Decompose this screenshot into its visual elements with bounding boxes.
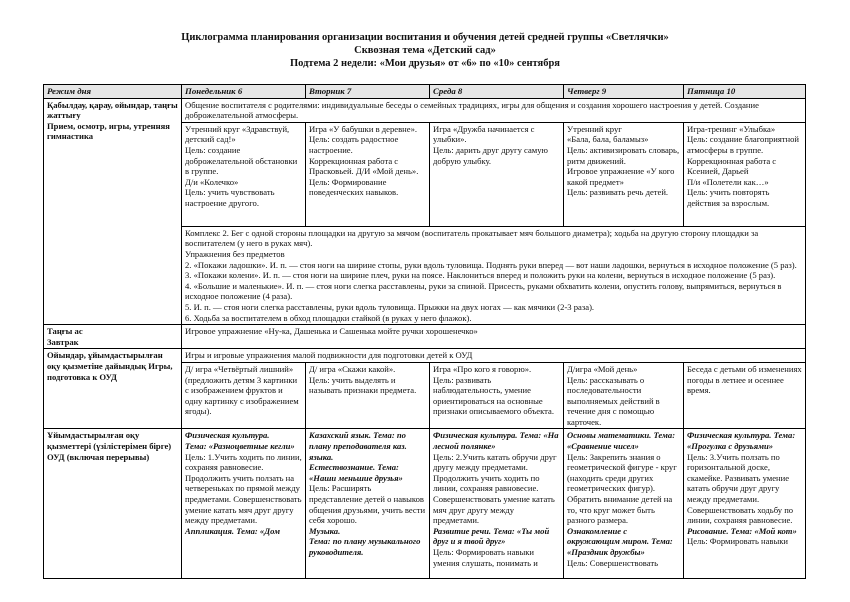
column-header: Вторник 7 <box>306 85 430 99</box>
cell-line: Цель: 1.Учить ходить по линии, сохраняя равновесие. Продолжить учить ползать на четвереньках по прямой между предметами. Совершенствовать умение катать мяч друг другу между предметами. <box>185 451 302 526</box>
cell-line: Коррекционная работа с Ксенией, Дарьей <box>687 155 777 177</box>
games-day-cell <box>430 362 564 429</box>
cell-line: Физическая культура. Тема: «На лесной полянке» <box>433 430 559 452</box>
reception-text: Общение воспитателя с родителями: индивидуальные беседы о семейных традициях, игры для общения и создания хорошего настроения у детей. Создание доброжелательной атмосферы. <box>182 98 806 122</box>
cell-line: Цель: создать радостное настроение. <box>309 134 399 155</box>
morning-day-cell <box>430 122 564 226</box>
cell-line: Цель: Закрепить знания о геометрической фигуре - круг (находить среди других геометрических фигур). Обратить внимание детей на то, что круг может быть разного размера. <box>567 451 677 526</box>
row-label-reception-kz: Қабылдау, қарау, ойындар, таңғы жаттығу <box>47 99 178 121</box>
cell-line: Д/и «Колечко» <box>185 176 239 187</box>
cell-line: Коррекционная работа с Прасковьей. Д/И «Мой день». <box>309 155 419 177</box>
games-common-text: Игры и игровые упражнения малой подвижности для подготовки детей к ОУД <box>182 349 806 363</box>
games-day-cell <box>564 362 684 429</box>
cell-line: Физическая культура. <box>185 430 270 441</box>
games-day-cell <box>306 362 430 429</box>
cell-line: Цель: 3.Учить ползать по горизонтальной доске, скамейке. Развивать умение катать обручи друг другу между предметами. Совершенствовать ходьбу по линии, сохраняя равновесие. <box>687 451 794 526</box>
cell-line: Цель: создание благоприятной атмосферы в группе. <box>687 134 800 155</box>
row-label-breakfast <box>44 325 182 349</box>
oud-day-cell <box>564 429 684 579</box>
cell-line: Цель: учить чувствовать настроение другого. <box>185 187 275 208</box>
cell-line: Цель: Формировать навыки умения слушать, понимать и <box>433 547 538 568</box>
cell-line: Цель: учить выделять и называть признаки предмета. <box>309 374 417 396</box>
table-row <box>44 98 806 122</box>
document-theme: Сквозная тема «Детский сад» <box>354 45 496 56</box>
cell-line: Тема: по плану музыкального руководителя. <box>309 536 421 557</box>
gymnastics-line: Упражнения без предметов <box>185 248 285 259</box>
cell-line: Беседа с детьми об изменениях погоды в летнее и осеннее время. <box>687 363 802 396</box>
column-header: Понедельник 6 <box>182 85 306 99</box>
cell-line: Утренний круг «Здравствуй, детский сад!» <box>185 123 290 145</box>
gymnastics-line: 4. «Большие и маленькие». И. п. — стоя ноги слегка расставлены, руки за спиной. Присесть, руками обхватить колени, опустить голову, выпрямиться, вернуться в исходное положение (4 раза). <box>185 280 782 302</box>
gymnastics-line: 6. Ходьба за воспитателем в обход площадки стайкой (в руках у него флажок). <box>185 312 472 323</box>
cell-line: Цель: Формирование поведенческих навыков. <box>309 176 399 198</box>
oud-day-cell <box>182 429 306 579</box>
gymnastics-cell <box>182 226 806 324</box>
cell-line: Развитие речи. Тема: «Ты мой друг и я твой друг» <box>433 525 550 547</box>
breakfast-label-kz: Таңғы ас <box>47 326 83 337</box>
cell-line: Основы математики. Тема: «Сравнение чисел» <box>567 430 676 452</box>
table-header-row <box>44 85 806 99</box>
gymnastics-line: 3. «Покажи колени». И. п. — стоя ноги на ширине плеч, руки на поясе. Наклониться вперед и положить руки на колени, вернуться в исходное положение (5 раз). <box>185 270 776 281</box>
cell-line: Цель: Совершенствовать <box>567 557 659 568</box>
games-day-cell <box>684 362 806 429</box>
cell-line: Рисование. Тема: «Мой кот» <box>687 525 797 536</box>
cell-line: Цель: дарить друг другу самую добрую улыбку. <box>433 144 548 166</box>
document-subtheme: Подтема 2 недели: «Мои друзья» от «6» по «10» сентября <box>289 58 560 69</box>
oud-day-cell <box>684 429 806 579</box>
cell-line: Физическая культура. Тема: «Прогулка с друзьями» <box>687 430 796 452</box>
breakfast-label-ru: Завтрак <box>47 336 79 347</box>
morning-day-cell <box>182 122 306 226</box>
cell-line: Утренний круг <box>567 123 622 134</box>
morning-day-cell <box>306 122 430 226</box>
morning-day-cell <box>564 122 684 226</box>
cell-line: Д/игра «Мой день» <box>567 363 638 374</box>
row-label-morning-ru: Прием, осмотр, игры, утренняя гимнастика <box>47 120 170 142</box>
cell-line: Цель: развивать наблюдательность, умение ориентироваться на основные признаки описываемого объекта. <box>433 374 554 417</box>
row-label-reception <box>44 98 182 325</box>
column-header: Пятница 10 <box>684 85 806 99</box>
row-label-games: Ойындар, ұйымдастырылған оқу қызметіне дайындық Игры, подготовка к ОУД <box>44 349 182 429</box>
gymnastics-line: 2. «Покажи ладошки». И. п. — стоя ноги на ширине стопы, руки вдоль туловища. Поднять руки вперед — вот наши ладошки, вернуться в исходное положение (5 раз). <box>185 259 797 270</box>
cell-line: Д/ игра «Скажи какой». <box>309 363 396 374</box>
cell-line: Игра «Про кого я говорю». <box>433 363 532 374</box>
cell-line: Цель: создание доброжелательной обстановки в группе. <box>185 144 298 177</box>
oud-day-cell <box>430 429 564 579</box>
gymnastics-line: 5. И. п. — стоя ноги слегка расставлены, руки вдоль туловища. Прыжки на двух ногах — как мячики (2-3 раза). <box>185 301 595 312</box>
cell-line: «Бала, бала, баламыз» <box>567 134 649 145</box>
cell-line: Цель: развивать речь детей. <box>567 187 669 198</box>
games-day-cell <box>182 362 306 429</box>
cell-line: Игра-тренинг «Улыбка» <box>687 123 776 134</box>
cell-line: Игра «Дружба начинается с улыбки». <box>433 123 535 145</box>
document-title: Циклограмма планирования организации воспитания и обучения детей средней группы «Светлячки» <box>181 32 669 43</box>
row-label-oud: Ұйымдастырылған оқу қызметтері (үзілістерімен бірге) ОУД (включая перерывы) <box>44 429 182 579</box>
cell-line: Цель: учить повторять действия за взрослым. <box>687 187 770 208</box>
cell-line: Музыка. <box>309 525 341 536</box>
column-header: Режим дня <box>44 85 182 99</box>
cell-line: Цель: рассказывать о последовательности выполняемых действий в течение дня с помощью карточек. <box>567 374 660 427</box>
cell-line: Ознакомление с окружающим миром. Тема: «Праздник дружбы» <box>567 525 673 557</box>
cell-line: Аппликация. Тема: «Дом <box>185 525 280 536</box>
column-header: Четверг 9 <box>564 85 684 99</box>
cell-line: П/и «Полетели как…» <box>687 176 769 187</box>
document-header <box>0 31 850 70</box>
cell-line: Естествознание. Тема: «Наши меньшие друзья» <box>309 462 403 483</box>
cell-line: Цель: активизировать словарь, ритм движений. <box>567 144 680 166</box>
table-row <box>44 349 806 363</box>
oud-day-cell <box>306 429 430 579</box>
table-row <box>44 325 806 349</box>
cell-line: Тема: «Разноцветные кегли» <box>185 441 295 452</box>
cell-line: Д/ игра «Четвёртый лишний» (предложить детям 3 картинки с изображением фруктов и одну картинку с изображением ягоды). <box>185 363 299 417</box>
column-header: Среда 8 <box>430 85 564 99</box>
cell-line: Казахский язык. Тема: по плану преподавателя каз. языка. <box>309 430 407 462</box>
table-row <box>44 429 806 579</box>
cell-line: Цель: Формировать навыки <box>687 536 789 547</box>
cell-line: Игровое упражнение «У кого какой предмет» <box>567 166 675 187</box>
breakfast-text: Игровое упражнение «Ну-ка, Дашенька и Сашенька мойте ручки хорошенечко» <box>182 325 806 349</box>
cell-line: Цель: 2.Учить катать обручи друг другу между предметами. Продолжить учить ходить по линии, сохраняя равновесие. Совершенствовать умение катать мяч друг другу между предметами. <box>433 451 557 526</box>
cell-line: Цель: Расширять представление детей о навыков общения друзьями, учить вести себя хорошо. <box>309 483 426 526</box>
cell-line: Игра «У бабушки в деревне». <box>309 123 418 134</box>
gymnastics-line: Комплекс 2. Бег с одной стороны площадки на другую за мячом (воспитатель прокатывает мяч большого диаметра); ходьба на другую сторону площадки за воспитателем (у него в руках мяч). <box>185 227 759 249</box>
morning-day-cell <box>684 122 806 226</box>
schedule-table <box>43 84 806 579</box>
